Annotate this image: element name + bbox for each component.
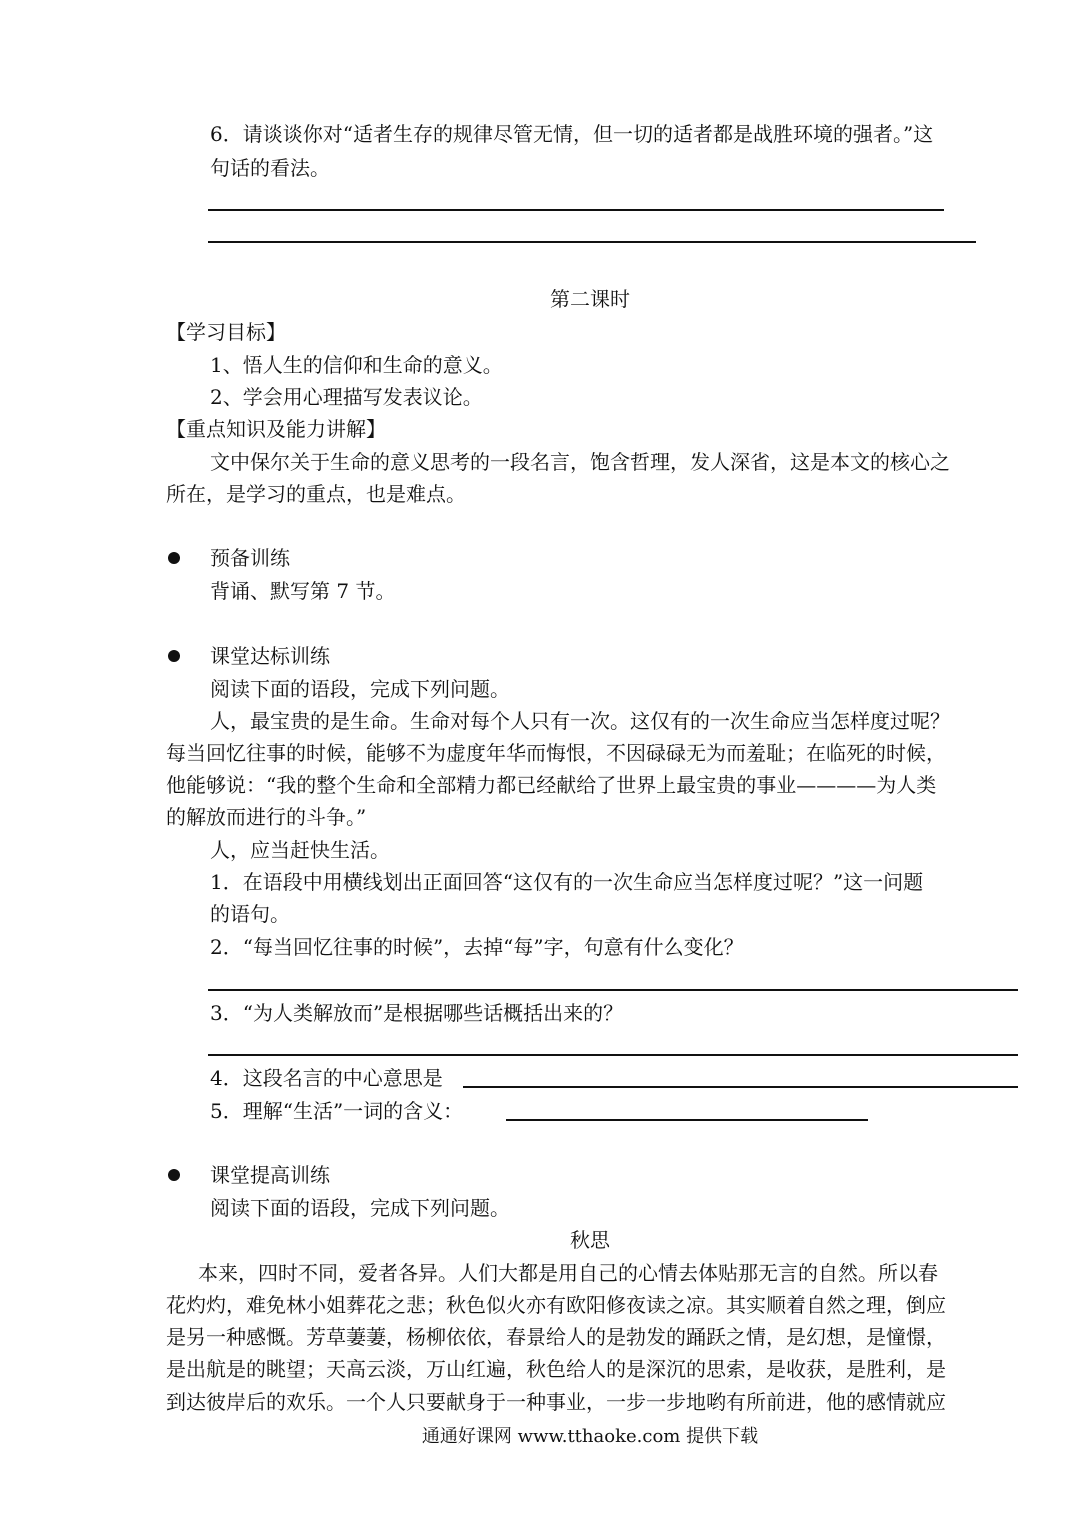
answer-line[interactable] (506, 1119, 868, 1121)
bullet-icon (168, 650, 180, 662)
passage-line: 人，应当赶快生活。 (210, 838, 390, 862)
answer-line[interactable] (463, 1086, 1018, 1088)
answer-line[interactable] (208, 209, 944, 211)
passage-line: 的解放而进行的斗争。” (166, 805, 367, 829)
advanced-intro: 阅读下面的语段，完成下列问题。 (210, 1196, 510, 1220)
bullet-icon (168, 1169, 180, 1181)
answer-line[interactable] (208, 989, 1018, 991)
question-1-line1: 1．在语段中用横线划出正面回答“这仅有的一次生命应当怎样度过呢？”这一问题 (210, 870, 924, 894)
key-heading: 【重点知识及能力讲解】 (166, 417, 386, 441)
prep-text: 背诵、默写第 7 节。 (210, 579, 396, 603)
goal-item: 1、悟人生的信仰和生命的意义。 (210, 353, 503, 377)
goal-item: 2、学会用心理描写发表议论。 (210, 385, 483, 409)
answer-line[interactable] (208, 241, 976, 243)
goals-heading: 【学习目标】 (166, 320, 286, 344)
advanced-title: 课堂提高训练 (210, 1163, 330, 1187)
key-text-line1: 文中保尔关于生命的意义思考的一段名言，饱含哲理，发人深省，这是本文的核心之 (210, 450, 950, 474)
passage-line: 是另一种感慨。芳草萋萋，杨柳依依，春景给人的是勃发的踊跃之情，是幻想，是憧憬， (166, 1325, 946, 1349)
passage-line: 每当回忆往事的时候，能够不为虚度年华而悔恨，不因碌碌无为而羞耻；在临死的时候， (166, 741, 946, 765)
passage-line: 人，最宝贵的是生命。生命对每个人只有一次。这仅有的一次生命应当怎样度过呢？ (210, 709, 950, 733)
q6-line2: 句话的看法。 (210, 156, 330, 180)
page-footer: 通通好课网 www.tthaoke.com 提供下载 (421, 1426, 759, 1447)
passage-line: 他能够说：“我的整个生命和全部精力都已经献给了世界上最宝贵的事业————为人类 (166, 773, 937, 797)
key-text-line2: 所在，是学习的重点，也是难点。 (166, 482, 466, 506)
bullet-icon (168, 552, 180, 564)
question-4: 4．这段名言的中心意思是 (210, 1066, 443, 1090)
question-3: 3．“为人类解放而”是根据哪些话概括出来的？ (210, 1001, 624, 1025)
prep-title: 预备训练 (210, 546, 290, 570)
class-training-intro: 阅读下面的语段，完成下列问题。 (210, 677, 510, 701)
question-5: 5．理解“生活”一词的含义： (210, 1099, 464, 1123)
passage-line: 本来，四时不同，爱者各异。人们大都是用自己的心情去体贴那无言的自然。所以春 (198, 1261, 938, 1285)
answer-line[interactable] (208, 1054, 1018, 1056)
section-title: 第二课时 (550, 287, 630, 311)
class-training-title: 课堂达标训练 (210, 644, 330, 668)
passage-line: 花灼灼，难免林小姐葬花之悲；秋色似火亦有欧阳修夜读之凉。其实顺着自然之理，倒应 (166, 1293, 946, 1317)
q6-line1: 6．请谈谈你对“适者生存的规律尽管无情，但一切的适者都是战胜环境的强者。”这 (210, 122, 934, 146)
passage-line: 是出航是的眺望；天高云淡，万山红遍，秋色给人的是深沉的思索，是收获，是胜利，是 (166, 1357, 946, 1381)
question-1-line2: 的语句。 (210, 902, 290, 926)
question-2: 2．“每当回忆往事的时候”，去掉“每”字，句意有什么变化？ (210, 935, 744, 959)
passage-title: 秋思 (570, 1228, 610, 1252)
passage-line: 到达彼岸后的欢乐。一个人只要献身于一种事业，一步一步地哟有所前进，他的感情就应 (166, 1390, 946, 1414)
